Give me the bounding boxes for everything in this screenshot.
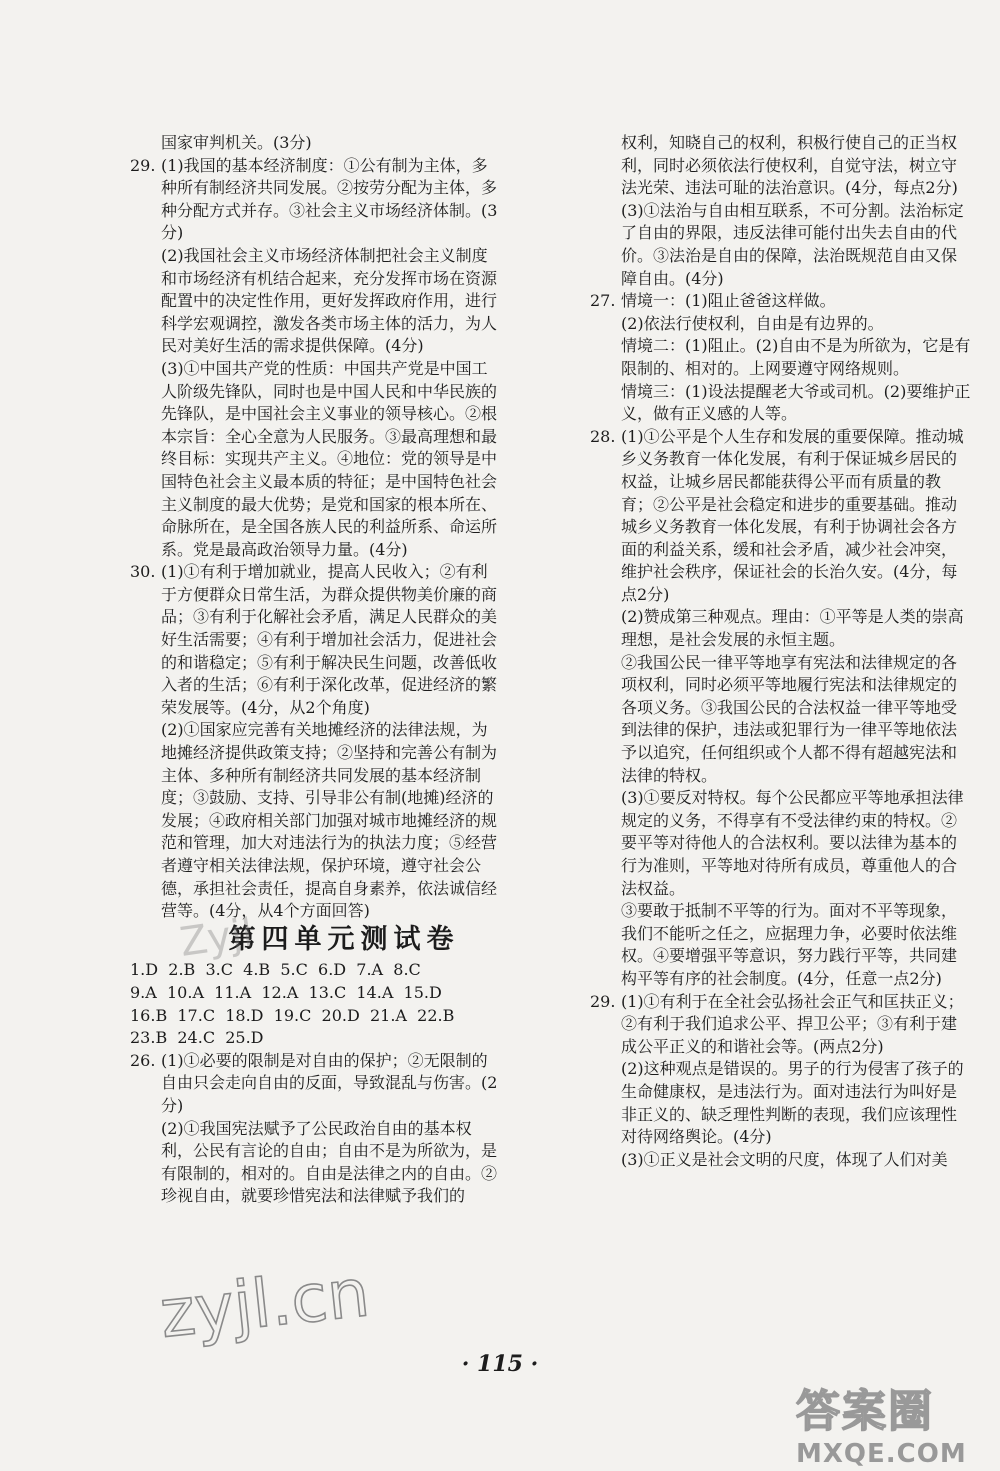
mxqe-watermark-logo: [796, 1375, 986, 1469]
answer-28-1: (1)①公平是个人生存和发展的重要保障。推动城乡义务教育一体化发展，有利于保证城乡居民的权益，让城乡居民都能获得公平而有质量的教育；②公平是社会稳定和进步的重要基础。推动城乡义务教育一体化发展，有利于协调社会各方面的利益关系，缓和社会矛盾，减少社会冲突，维护社会秩序，保证社会的长治久安。(4分，每点2分): [621, 426, 964, 604]
section-title: 第四单元测试卷: [228, 923, 460, 955]
mcq-row: 1.D 2.B 3.C 4.B 5.C 6.D 7.A 8.C: [130, 960, 421, 980]
faint-watermark-logo: Zyjl: [177, 910, 257, 966]
answer-28-4: (3)①要反对特权。每个公民都应平等地承担法律规定的义务，不得享有不受法律约束的特权。②要平等对待他人的合法权利。要以法律为基本的行为准则，平等地对待所有成员，尊重他人的合法权益。: [621, 788, 964, 898]
question-number: 27.: [590, 291, 616, 311]
question-number: 28.: [590, 426, 616, 446]
question-30: [130, 561, 498, 923]
continued-line: 国家审判机关。(3分): [161, 133, 312, 152]
question-number: 29.: [590, 991, 616, 1011]
answer-28-2: (2)赞成第三种观点。理由：①平等是人类的崇高理想，是社会发展的永恒主题。: [621, 607, 964, 650]
page-number: · 115 ·: [461, 1351, 539, 1377]
question-number: 29.: [130, 155, 156, 175]
continued-answer-26: 权利，知晓自己的权利，积极行使自己的正当权利，同时必须依法行使权利，自觉守法，树立守法光荣、违法可耻的法治意识。(4分，每点2分): [621, 133, 958, 198]
right-column: [590, 132, 972, 1171]
question-29-right: [590, 991, 972, 1172]
left-column: [130, 132, 498, 1208]
answer-30-1: (1)①有利于增加就业，提高人民收入；②有利于方便群众日常生活，为群众提供物美价廉的商品；③有利于化解社会矛盾，满足人民群众的美好生活需要；④有利于增加社会活力，促进社会的和谐稳定；⑤有利于解决民生问题，改善低收入者的生活；⑥有利于深化改革，促进经济的繁荣发展等。(4分，从2个角度): [161, 562, 498, 717]
answer-29b-2: (2)这种观点是错误的。男子的行为侵害了孩子的生命健康权，是违法行为。面对违法行为叫好是非正义的、缺乏理性判断的表现，我们应该理性对待网络舆论。(4分): [621, 1059, 964, 1147]
answer-27-1: 情境一：(1)阻止爸爸这样做。: [621, 291, 836, 311]
question-number: 26.: [130, 1050, 156, 1070]
watermark-domain: MXQE.COM: [796, 1439, 967, 1469]
mcq-row: 16.B 17.C 18.D 19.C 20.D 21.A 22.B: [130, 1005, 455, 1025]
answer-26-3: (3)①法治与自由相互联系，不可分割。法治标定了自由的界限，违反法律可能付出失去自由的代价。③法治是自由的保障，法治既规范自由又保障自由。(4分): [621, 200, 964, 288]
question-26: [130, 1050, 498, 1208]
mcq-row: 23.B 24.C 25.D: [130, 1028, 264, 1048]
answer-26-1: (1)①必要的限制是对自由的保护；②无限制的自由只会走向自由的反面，导致混乱与伤害。(2分): [161, 1050, 498, 1115]
answer-28-5: ③要敢于抵制不平等的行为。面对不平等现象，我们不能听之任之，应据理力争，必要时依法维权。④要增强平等意识，努力践行平等，共同建构平等有序的社会制度。(4分，任意一点2分): [621, 901, 958, 988]
answer-29b-3: (3)①正义是社会文明的尺度，体现了人们对美: [621, 1149, 948, 1169]
mcq-row: 9.A 10.A 11.A 12.A 13.C 14.A 15.D: [130, 982, 442, 1002]
answer-27-2: (2)依法行使权利，自由是有边界的。: [621, 313, 884, 333]
zyjl-watermark: zyjl.cn: [156, 1254, 373, 1353]
question-28: [590, 426, 972, 991]
answer-30-2: (2)①国家应完善有关地摊经济的法律法规，为地摊经济提供政策支持；②坚持和完善公有制为主体、多种所有制经济共同发展的基本经济制度；③鼓励、支持、引导非公有制(地摊)经济的发展；④政府相关部门加强对城市地摊经济的规范和管理，加大对违法行为的执法力度；⑤经营者遵守相关法律法规，保护环境，遵守社会公德，承担社会责任，提高自身素养，依法诚信经营等。(4分，从4个方面回答): [161, 720, 498, 921]
answer-28-3: ②我国公民一律平等地享有宪法和法律规定的各项权利，同时必须平等地履行宪法和法律规定的各项义务。③我国公民的合法权益一律平等地受到法律的保护，违法或犯罪行为一律平等地依法予以追究，任何组织或个人都不得有超越宪法和法律的特权。: [621, 652, 958, 785]
question-27: [590, 290, 972, 426]
answer-29-1: (1)我国的基本经济制度：①公有制为主体，多种所有制经济共同发展。②按劳分配为主体，多种分配方式并存。③社会主义市场经济体制。(3分): [161, 155, 498, 243]
watermark-logo-text: 答案圈: [796, 1386, 934, 1437]
answer-26-2: (2)①我国宪法赋予了公民政治自由的基本权利，公民有言论的自由；自由不是为所欲为，是有限制的，相对的。自由是法律之内的自由。②珍视自由，就要珍惜宪法和法律赋予我们的: [161, 1118, 498, 1206]
answer-29-2: (2)我国社会主义市场经济体制把社会主义制度和市场经济有机结合起来，充分发挥市场在资源配置中的决定性作用，更好发挥政府作用，进行科学宏观调控，激发各类市场主体的活力，为人民对美好生活的需求提供保障。(4分): [161, 245, 498, 356]
answer-27-3: 情境二：(1)阻止。(2)自由不是为所欲为，它是有限制的、相对的。上网要遵守网络规则。: [621, 336, 971, 378]
question-number: 30.: [130, 562, 156, 582]
answer-27-4: 情境三：(1)设法提醒老大爷或司机。(2)要维护正义，做有正义感的人等。: [621, 381, 971, 424]
answer-29b-1: (1)①有利于在全社会弘扬社会正气和匡扶正义；②有利于我们追求公平、捍卫公平；③有利于建成公平正义的和谐社会等。(两点2分): [621, 991, 964, 1056]
question-29: [130, 155, 498, 562]
answer-29-3: (3)①中国共产党的性质：中国共产党是中国工人阶级先锋队，同时也是中国人民和中华民族的先锋队，是中国社会主义事业的领导核心。②根本宗旨：全心全意为人民服务。③最高理想和最终目标：实现共产主义。④地位：党的领导是中国特色社会主义最本质的特征；是中国特色社会主义制度的最大优势；是党和国家的根本所在、命脉所在，是全国各族人民的利益所系、命运所系。党是最高政治领导力量。(4分): [161, 358, 498, 559]
multiple-choice-answers: [130, 959, 498, 1049]
